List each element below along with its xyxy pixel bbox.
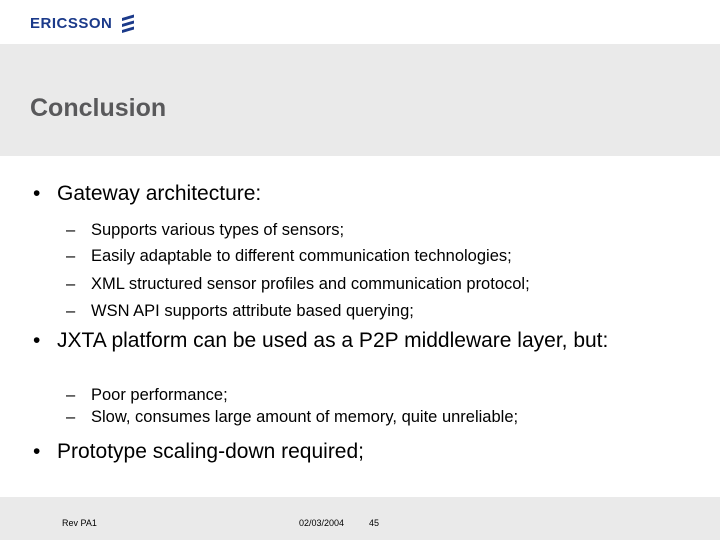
bullet-symbol: • (33, 182, 41, 205)
footer-date: 02/03/2004 (299, 518, 345, 528)
bullet-symbol: • (33, 329, 41, 352)
sub-text: Easily adaptable to different communication technologies; (91, 247, 512, 265)
slide-title: Conclusion (30, 94, 167, 122)
sub-symbol: – (66, 247, 76, 265)
bullet-text: Gateway architecture: (57, 182, 262, 205)
sub-text: XML structured sensor profiles and communication protocol; (91, 275, 530, 293)
sub-text: Poor performance; (91, 386, 228, 404)
sub-symbol: – (66, 302, 76, 320)
sub-symbol: – (66, 386, 76, 404)
sub-symbol: – (66, 408, 76, 426)
footer-revision: Rev PA1 (62, 518, 97, 528)
ericsson-logo (30, 13, 136, 33)
sub-text: Slow, consumes large amount of memory, quite unreliable; (91, 408, 519, 426)
sub-symbol: – (66, 275, 76, 293)
footer-band (0, 497, 720, 540)
sub-text: Supports various types of sensors; (91, 221, 345, 239)
bullet-text: JXTA platform can be used as a P2P middleware layer, but: (57, 329, 609, 352)
bullet-text: Prototype scaling-down required; (57, 440, 365, 463)
logo-text: ERICSSON (30, 14, 113, 32)
footer-page-number: 45 (369, 518, 380, 528)
sub-text: WSN API supports attribute based querying; (91, 302, 414, 320)
bullet-symbol: • (33, 440, 41, 463)
ericsson-logo-icon (120, 13, 136, 33)
sub-symbol: – (66, 221, 76, 239)
